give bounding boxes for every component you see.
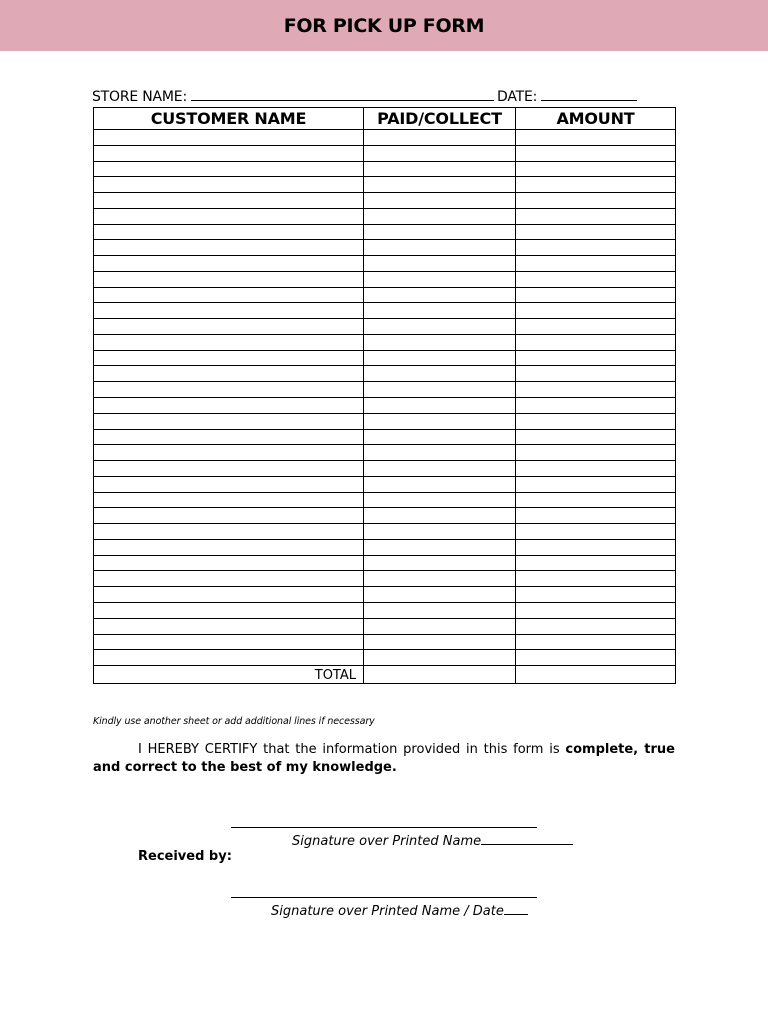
column-header-amount: AMOUNT (516, 108, 676, 130)
amount-cell[interactable] (516, 334, 676, 350)
table-row (94, 571, 676, 587)
table-row (94, 429, 676, 445)
table-row (94, 413, 676, 429)
paid-collect-cell[interactable] (364, 539, 516, 555)
customer-name-cell[interactable] (94, 602, 364, 618)
amount-cell[interactable] (516, 177, 676, 193)
paid-collect-cell[interactable] (364, 366, 516, 382)
customer-name-cell[interactable] (94, 461, 364, 477)
customer-name-cell[interactable] (94, 366, 364, 382)
paid-collect-cell[interactable] (364, 271, 516, 287)
table-row (94, 145, 676, 161)
total-paid-collect-cell[interactable] (364, 666, 516, 684)
amount-cell[interactable] (516, 587, 676, 603)
amount-cell[interactable] (516, 303, 676, 319)
customer-name-cell[interactable] (94, 571, 364, 587)
amount-cell[interactable] (516, 539, 676, 555)
paid-collect-cell[interactable] (364, 555, 516, 571)
amount-cell[interactable] (516, 240, 676, 256)
table-row (94, 618, 676, 634)
amount-cell[interactable] (516, 650, 676, 666)
table-header-row (94, 108, 676, 130)
form-title: FOR PICK UP FORM (283, 15, 485, 37)
table-row (94, 508, 676, 524)
paid-collect-cell[interactable] (364, 587, 516, 603)
received-by-label: Received by: (138, 849, 232, 864)
table-row (94, 350, 676, 366)
paid-collect-cell[interactable] (364, 350, 516, 366)
customer-name-cell[interactable] (94, 271, 364, 287)
total-amount-cell[interactable] (516, 666, 676, 684)
paid-collect-cell[interactable] (364, 492, 516, 508)
total-row (94, 666, 676, 684)
table-row (94, 303, 676, 319)
paid-collect-cell[interactable] (364, 193, 516, 209)
pickup-table (93, 107, 676, 684)
customer-name-cell[interactable] (94, 508, 364, 524)
customer-name-cell[interactable] (94, 287, 364, 303)
table-row (94, 366, 676, 382)
amount-cell[interactable] (516, 413, 676, 429)
customer-name-cell[interactable] (94, 650, 364, 666)
signature-caption-2 (271, 902, 528, 919)
customer-name-cell[interactable] (94, 382, 364, 398)
column-header-paid-collect: PAID/COLLECT (364, 108, 516, 130)
table-row (94, 634, 676, 650)
amount-cell[interactable] (516, 429, 676, 445)
customer-name-cell[interactable] (94, 193, 364, 209)
paid-collect-cell[interactable] (364, 177, 516, 193)
signature-caption-1 (292, 832, 573, 849)
amount-cell[interactable] (516, 398, 676, 414)
customer-name-cell[interactable] (94, 161, 364, 177)
amount-cell[interactable] (516, 634, 676, 650)
customer-name-cell[interactable] (94, 398, 364, 414)
table-row (94, 476, 676, 492)
customer-name-cell[interactable] (94, 256, 364, 272)
paid-collect-cell[interactable] (364, 398, 516, 414)
table-row (94, 461, 676, 477)
certification-bold-text: complete, true and correct to the best of my knowledge. (93, 742, 675, 775)
customer-name-cell[interactable] (94, 350, 364, 366)
paid-collect-cell[interactable] (364, 256, 516, 272)
table-row (94, 539, 676, 555)
additional-lines-note: Kindly use another sheet or add additional lines if necessary (93, 716, 375, 727)
customer-name-cell[interactable] (94, 334, 364, 350)
paid-collect-cell[interactable] (364, 240, 516, 256)
amount-cell[interactable] (516, 445, 676, 461)
table-row (94, 334, 676, 350)
customer-name-cell[interactable] (94, 445, 364, 461)
customer-name-cell[interactable] (94, 224, 364, 240)
paid-collect-cell[interactable] (364, 382, 516, 398)
amount-cell[interactable] (516, 145, 676, 161)
total-label: TOTAL (94, 666, 364, 684)
signature-caption-1-text: Signature over Printed Name (292, 834, 482, 849)
customer-name-cell[interactable] (94, 145, 364, 161)
certification-statement (93, 741, 675, 777)
table-row (94, 587, 676, 603)
signature-caption-1-blank[interactable] (481, 832, 573, 845)
amount-cell[interactable] (516, 319, 676, 335)
customer-name-cell[interactable] (94, 476, 364, 492)
signature-line-1[interactable] (231, 827, 537, 828)
table-row (94, 650, 676, 666)
amount-cell[interactable] (516, 193, 676, 209)
table-row (94, 130, 676, 146)
column-header-customer-name: CUSTOMER NAME (94, 108, 364, 130)
paid-collect-cell[interactable] (364, 130, 516, 146)
certification-text: I HEREBY CERTIFY that the information provided in this form is (138, 742, 566, 757)
amount-cell[interactable] (516, 571, 676, 587)
amount-cell[interactable] (516, 476, 676, 492)
customer-name-cell[interactable] (94, 413, 364, 429)
table-row (94, 398, 676, 414)
customer-name-cell[interactable] (94, 524, 364, 540)
paid-collect-cell[interactable] (364, 571, 516, 587)
date-field[interactable] (541, 87, 637, 101)
amount-cell[interactable] (516, 130, 676, 146)
customer-name-cell[interactable] (94, 240, 364, 256)
signature-caption-2-blank[interactable] (504, 902, 528, 915)
paid-collect-cell[interactable] (364, 303, 516, 319)
amount-cell[interactable] (516, 350, 676, 366)
amount-cell[interactable] (516, 602, 676, 618)
paid-collect-cell[interactable] (364, 602, 516, 618)
date-label: DATE: (496, 89, 538, 105)
amount-cell[interactable] (516, 618, 676, 634)
amount-cell[interactable] (516, 271, 676, 287)
customer-name-cell[interactable] (94, 618, 364, 634)
customer-name-cell[interactable] (94, 177, 364, 193)
paid-collect-cell[interactable] (364, 476, 516, 492)
table-row (94, 382, 676, 398)
customer-name-cell[interactable] (94, 130, 364, 146)
amount-cell[interactable] (516, 256, 676, 272)
amount-cell[interactable] (516, 524, 676, 540)
amount-cell[interactable] (516, 508, 676, 524)
table-row (94, 319, 676, 335)
customer-name-cell[interactable] (94, 587, 364, 603)
table-row (94, 555, 676, 571)
store-name-field[interactable] (191, 87, 494, 101)
paid-collect-cell[interactable] (364, 319, 516, 335)
amount-cell[interactable] (516, 161, 676, 177)
customer-name-cell[interactable] (94, 492, 364, 508)
amount-cell[interactable] (516, 224, 676, 240)
amount-cell[interactable] (516, 208, 676, 224)
signature-caption-2-text: Signature over Printed Name / Date (271, 904, 504, 919)
paid-collect-cell[interactable] (364, 429, 516, 445)
paid-collect-cell[interactable] (364, 334, 516, 350)
customer-name-cell[interactable] (94, 634, 364, 650)
amount-cell[interactable] (516, 492, 676, 508)
paid-collect-cell[interactable] (364, 524, 516, 540)
table-row (94, 271, 676, 287)
table-row (94, 492, 676, 508)
paid-collect-cell[interactable] (364, 461, 516, 477)
paid-collect-cell[interactable] (364, 161, 516, 177)
paid-collect-cell[interactable] (364, 145, 516, 161)
customer-name-cell[interactable] (94, 303, 364, 319)
table-row (94, 524, 676, 540)
customer-name-cell[interactable] (94, 555, 364, 571)
store-name-label: STORE NAME: (92, 89, 187, 105)
paid-collect-cell[interactable] (364, 287, 516, 303)
paid-collect-cell[interactable] (364, 445, 516, 461)
table-row (94, 240, 676, 256)
customer-name-cell[interactable] (94, 208, 364, 224)
table-row (94, 177, 676, 193)
table-row (94, 224, 676, 240)
table-row (94, 208, 676, 224)
paid-collect-cell[interactable] (364, 634, 516, 650)
paid-collect-cell[interactable] (364, 413, 516, 429)
paid-collect-cell[interactable] (364, 650, 516, 666)
table-body (94, 130, 676, 684)
table-row (94, 193, 676, 209)
paid-collect-cell[interactable] (364, 618, 516, 634)
customer-name-cell[interactable] (94, 429, 364, 445)
store-date-line (92, 87, 640, 105)
table-row (94, 161, 676, 177)
signature-line-2[interactable] (231, 897, 537, 898)
customer-name-cell[interactable] (94, 539, 364, 555)
amount-cell[interactable] (516, 555, 676, 571)
amount-cell[interactable] (516, 461, 676, 477)
customer-name-cell[interactable] (94, 319, 364, 335)
table-row (94, 287, 676, 303)
paid-collect-cell[interactable] (364, 508, 516, 524)
paid-collect-cell[interactable] (364, 208, 516, 224)
amount-cell[interactable] (516, 382, 676, 398)
paid-collect-cell[interactable] (364, 224, 516, 240)
table-row (94, 602, 676, 618)
table-row (94, 445, 676, 461)
amount-cell[interactable] (516, 366, 676, 382)
amount-cell[interactable] (516, 287, 676, 303)
table-row (94, 256, 676, 272)
